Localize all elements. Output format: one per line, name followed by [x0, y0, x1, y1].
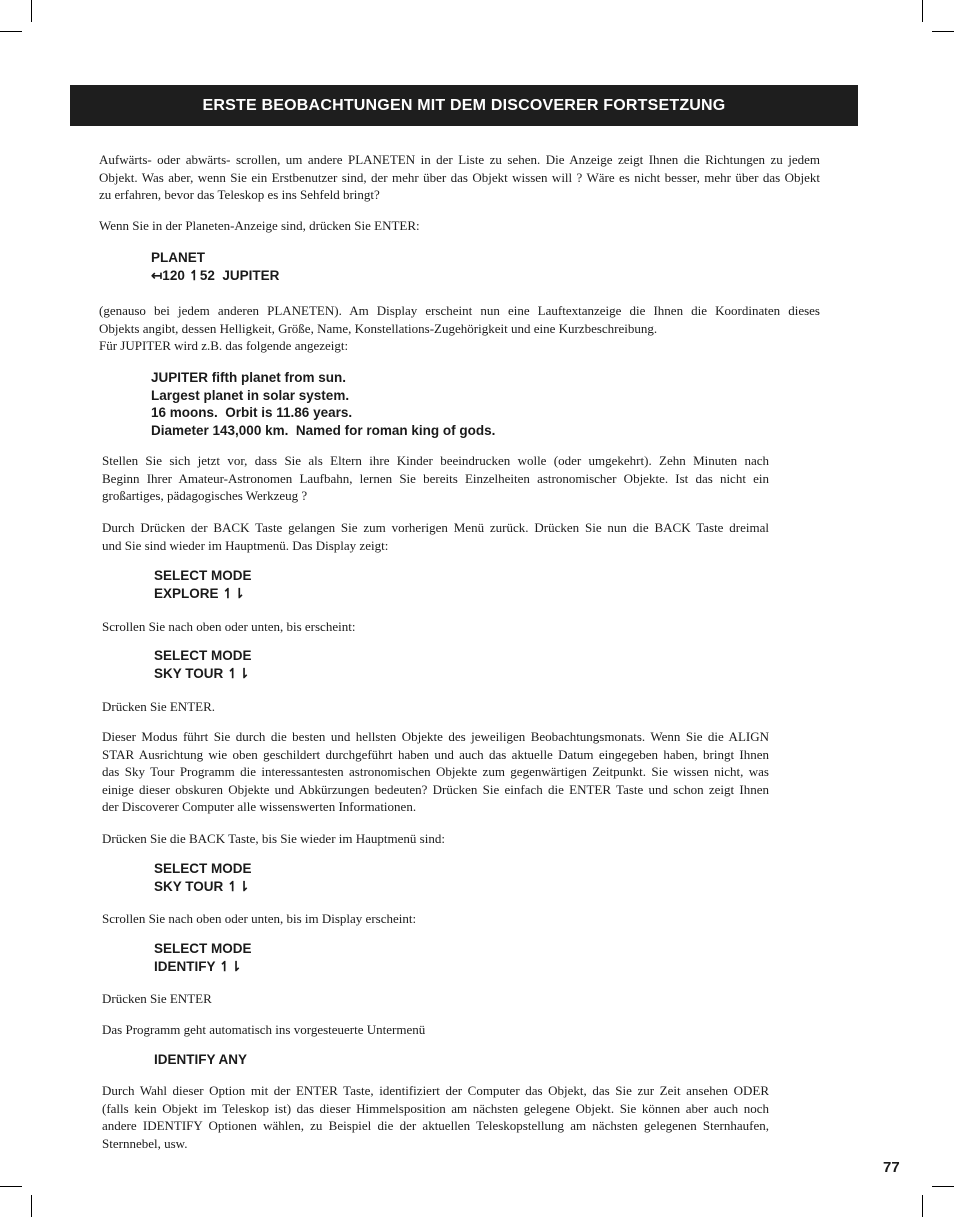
- display-line: SELECT MODE: [154, 941, 252, 956]
- paragraph-scroll-until: [102, 618, 769, 636]
- display-sky-tour-2: [154, 860, 252, 896]
- crop-mark: [31, 1195, 32, 1217]
- paragraph-scrolling-text: [99, 302, 820, 355]
- text-line: Drücken Sie ENTER.: [102, 699, 216, 714]
- text-line: Scrollen Sie nach oben oder unten, bis erscheint:: [102, 619, 356, 634]
- page-number: 77: [883, 1159, 900, 1176]
- text-line: Aufwärts- oder abwärts- scrollen, um andere PLANETEN in der Liste zu sehen. Die Anzeige zeigt Ihnen die Richtungen zu jedem: [99, 152, 820, 167]
- text-line: (genauso bei jedem anderen PLANETEN). Am Display erscheint nun eine Lauftextanzeige die Ihnen die Koordinaten dieses: [99, 303, 820, 318]
- section-header: [70, 85, 858, 126]
- display-identify: [154, 940, 252, 976]
- crop-mark: [0, 1186, 22, 1187]
- text-line: Für JUPITER wird z.B. das folgende angezeigt:: [99, 338, 349, 354]
- text-line: STAR Ausrichtung wie oben geschildert durchgeführt haben und auch das aktuelle Datum eingegeben haben, bringt Ihnen: [102, 746, 769, 762]
- text-line: einige dieser obskuren Objekte und Abkürzungen bedeuten? Drücken Sie einfach die ENTER Taste und schon zeigt Ihnen: [102, 781, 769, 797]
- display-line: IDENTIFY ANY: [154, 1052, 248, 1067]
- display-jupiter-info: [151, 369, 495, 439]
- paragraph-back-to-main: [102, 830, 769, 848]
- display-line: IDENTIFY ↿⇂: [154, 959, 242, 974]
- paragraph-parents: [102, 452, 769, 505]
- display-line: SKY TOUR ↿⇂: [154, 666, 250, 681]
- text-line: der Discoverer Computer alle wissenswerten Informationen.: [102, 799, 417, 815]
- display-line: EXPLORE ↿⇂: [154, 586, 245, 601]
- paragraph-scroll-planets: [99, 151, 820, 204]
- text-line: Stellen Sie sich jetzt vor, dass Sie als Eltern ihre Kinder beeindrucken wolle (oder umgekehrt). Zehn Minuten nach: [102, 453, 769, 468]
- display-line: Diameter 143,000 km. Named for roman king of gods.: [151, 422, 496, 438]
- crop-mark: [932, 31, 954, 32]
- text-line: zu erfahren, bevor das Teleskop es ins Sehfeld bringt?: [99, 187, 380, 203]
- text-line: Sternnebel, usw.: [102, 1135, 188, 1151]
- display-line: PLANET: [151, 250, 205, 265]
- display-line: ↤120 ↿52 JUPITER: [151, 268, 280, 283]
- text-line: Durch Wahl dieser Option mit der ENTER Taste, identifiziert der Computer das Objekt, das Sie zur Zeit ansehen ODER: [102, 1083, 769, 1098]
- display-identify-any: [154, 1051, 247, 1069]
- paragraph-scroll-display: [102, 910, 769, 928]
- text-line: Dieser Modus führt Sie durch die besten und hellsten Objekte des jeweiligen Beobachtungsmonats. Wenn Sie die ALIGN: [102, 729, 769, 744]
- text-line: andere IDENTIFY Optionen wählen, zu Beispiel die der aktuellen Teleskopstellung am nächsten gelegenen Sternhaufen,: [102, 1118, 769, 1134]
- crop-mark: [922, 0, 923, 22]
- text-line: Wenn Sie in der Planeten-Anzeige sind, drücken Sie ENTER:: [99, 218, 420, 233]
- crop-mark: [922, 1195, 923, 1217]
- display-sky-tour: [154, 647, 252, 683]
- display-planet: [151, 249, 279, 285]
- text-line: Drücken Sie ENTER: [102, 991, 212, 1006]
- display-line: SELECT MODE: [154, 861, 252, 876]
- display-line: JUPITER fifth planet from sun.: [151, 370, 347, 385]
- display-line: SKY TOUR ↿⇂: [154, 879, 250, 894]
- text-line: (falls kein Objekt im Teleskop ist) das dieser Himmelsposition am nächsten gelegene Objekt. Sie können aber auch noch: [102, 1100, 769, 1116]
- display-line: SELECT MODE: [154, 568, 252, 583]
- section-title: ERSTE BEOBACHTUNGEN MIT DEM DISCOVERER FORTSETZUNG: [202, 96, 726, 114]
- paragraph-press-enter-3: [102, 990, 769, 1008]
- text-line: großartiges, pädagogisches Werkzeug ?: [102, 488, 308, 504]
- paragraph-identify-option: [102, 1082, 769, 1152]
- display-line: Largest planet in solar system.: [151, 387, 350, 403]
- paragraph-submenu: [102, 1021, 769, 1039]
- text-line: Scrollen Sie nach oben oder unten, bis im Display erscheint:: [102, 911, 417, 926]
- text-line: Drücken Sie die BACK Taste, bis Sie wieder im Hauptmenü sind:: [102, 831, 445, 846]
- crop-mark: [31, 0, 32, 22]
- text-line: Objekt. Was aber, wenn Sie ein Erstbenutzer sind, der mehr über das Objekt wissen will ? Wäre es nicht besser, mehr über das Objekt: [99, 169, 820, 185]
- crop-mark: [932, 1186, 954, 1187]
- text-line: und Sie sind wieder im Hauptmenü. Das Display zeigt:: [102, 537, 389, 553]
- crop-mark: [0, 31, 22, 32]
- display-explore: [154, 567, 252, 603]
- text-line: das Sky Tour Programm die interessantesten astronomischen Objekte zum gegenwärtigen Zeitpunkt. Sie wissen nicht, was: [102, 764, 769, 780]
- paragraph-back-key: [102, 519, 769, 554]
- paragraph-sky-tour-mode: [102, 728, 769, 816]
- text-line: Das Programm geht automatisch ins vorgesteuerte Untermenü: [102, 1022, 426, 1037]
- text-line: Durch Drücken der BACK Taste gelangen Sie zum vorherigen Menü zurück. Drücken Sie nun die BACK Taste dreimal: [102, 520, 769, 535]
- text-line: Objekts angibt, dessen Helligkeit, Größe, Name, Konstellations-Zugehörigkeit und eine Kurzbeschreibung.: [99, 320, 658, 336]
- paragraph-press-enter: [99, 217, 820, 235]
- display-line: SELECT MODE: [154, 648, 252, 663]
- display-line: 16 moons. Orbit is 11.86 years.: [151, 405, 353, 420]
- text-line: Beginn Ihrer Amateur-Astronomen Laufbahn, lernen Sie bereits Einzelheiten astronomischer Objekte. Ist das nicht ein: [102, 470, 769, 486]
- paragraph-press-enter-2: [102, 698, 769, 716]
